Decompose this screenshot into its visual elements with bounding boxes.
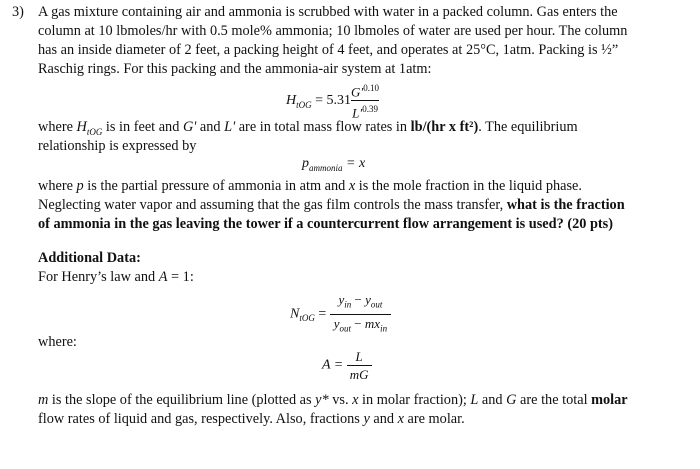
t21: y*: [315, 392, 329, 408]
question-line: [38, 215, 613, 234]
t6: and: [196, 119, 225, 135]
eq1-lhs: H: [286, 93, 297, 109]
eq2-lhs-sub: ammonia: [309, 162, 343, 173]
t22: vs.: [328, 392, 353, 408]
t12: is the partial pressure of ammonia in atm and: [83, 178, 349, 194]
additional-heading: [38, 249, 141, 268]
m-definition-line: [38, 391, 628, 410]
eq4-lhs: A =: [322, 357, 344, 373]
eq3-lhs-sub: tOG: [299, 313, 315, 324]
eq2-rhs: = x: [346, 156, 366, 171]
eq1-lhs-sub: tOG: [296, 99, 312, 110]
eq3-n2s: out: [370, 299, 383, 310]
t26: and: [478, 392, 507, 408]
eq4-fraction: [347, 348, 372, 383]
t20: is the slope of the equilibrium line (plotted as: [48, 392, 316, 408]
t7: L': [224, 119, 236, 135]
units-bold: lb/(hr x ft²): [410, 119, 479, 135]
equilibrium-intro-line: relationship is expressed by: [38, 138, 197, 154]
problem-line-1: A gas mixture containing air and ammonia is scrubbed with water in a packed column. Gas enters the: [38, 4, 618, 20]
problem-line-4: Raschig rings. For this packing and the ammonia-air system at 1atm:: [38, 61, 432, 77]
t19: m: [38, 392, 49, 408]
t23: x: [352, 392, 359, 408]
t18: = 1:: [167, 269, 194, 285]
eq1-den-exp: 0.39: [362, 104, 378, 115]
t24: in molar fraction);: [358, 392, 471, 408]
a-equation: [322, 348, 372, 383]
htog-equation: [286, 80, 379, 122]
flow-rates-line: [38, 410, 465, 429]
t29: flow rates of liquid and gas, respectively. Also, fractions: [38, 411, 364, 427]
eq3-d2: mx: [364, 315, 381, 331]
t30: y: [363, 411, 370, 427]
eq3-fraction: [330, 291, 391, 337]
t14: is the mole fraction in the liquid phase.: [355, 178, 582, 194]
eq1-numerator: G′: [351, 84, 364, 100]
eq3-n2: y: [365, 292, 371, 307]
henry-line: [38, 268, 194, 287]
t13: x: [348, 178, 356, 194]
t8: are in total mass flow rates in: [235, 119, 411, 135]
eq3-d1s: out: [339, 323, 352, 334]
problem-line-3: has an inside diameter of 2 feet, a packing height of 4 feet, and operates at 25°C, 1atm. Packing is ½”: [38, 42, 619, 58]
t10: where: [38, 178, 77, 194]
eq3-dm: −: [351, 315, 365, 331]
t1: where: [38, 119, 77, 135]
assumption-line: [38, 196, 625, 215]
problem-line-2: column at 10 lbmoles/hr with 0.5 mole% ammonia; 10 lbmoles of water are used per hour. The column: [38, 23, 628, 39]
t2: H: [76, 119, 87, 135]
t32: x: [397, 411, 404, 427]
eq3-d1: y: [333, 315, 340, 331]
t11: p: [76, 178, 84, 194]
t27: G: [506, 392, 517, 408]
equilibrium-equation: [302, 156, 365, 173]
eq3-lhs: N: [290, 306, 300, 322]
t9: . The equilibrium: [478, 119, 578, 135]
eq3-n1s: in: [344, 299, 352, 310]
eq2-lhs: p: [302, 156, 309, 171]
eq4-num: L: [355, 349, 363, 364]
t15: Neglecting water vapor and assuming that the gas film controls the mass transfer,: [38, 197, 507, 213]
t25: L: [470, 392, 479, 408]
t33: are molar.: [403, 411, 465, 427]
where-label: where:: [38, 334, 77, 350]
t17: A: [158, 269, 168, 285]
eq3-d2s: in: [380, 323, 388, 334]
additional-heading-text: Additional Data:: [38, 250, 141, 266]
t16: For Henry’s law and: [38, 269, 159, 285]
eq1-num-exp: 0.10: [363, 83, 380, 93]
t31: and: [369, 411, 398, 427]
molar-bold: molar: [591, 392, 628, 408]
p-definition-line: [38, 177, 582, 196]
question-bold-1: what is the fraction: [506, 197, 625, 213]
problem-number: 3): [12, 4, 24, 20]
eq1-coef: = 5.31: [315, 93, 352, 109]
eq1-denominator: L′: [352, 105, 363, 121]
eq3-nm: −: [351, 292, 366, 307]
eq4-den: mG: [349, 367, 369, 382]
question-bold-2: of ammonia in the gas leaving the tower if a countercurrent flow arrangement is used? (20 pts): [38, 216, 613, 232]
t28: are the total: [516, 392, 592, 408]
ntog-equation: [290, 291, 391, 337]
t3: tOG: [86, 126, 103, 137]
eq3-n1: y: [338, 292, 345, 307]
t5: G': [182, 119, 197, 135]
eq1-fraction: [351, 80, 379, 122]
eq3-eq: =: [318, 306, 327, 322]
t4: is in feet and: [102, 119, 183, 135]
